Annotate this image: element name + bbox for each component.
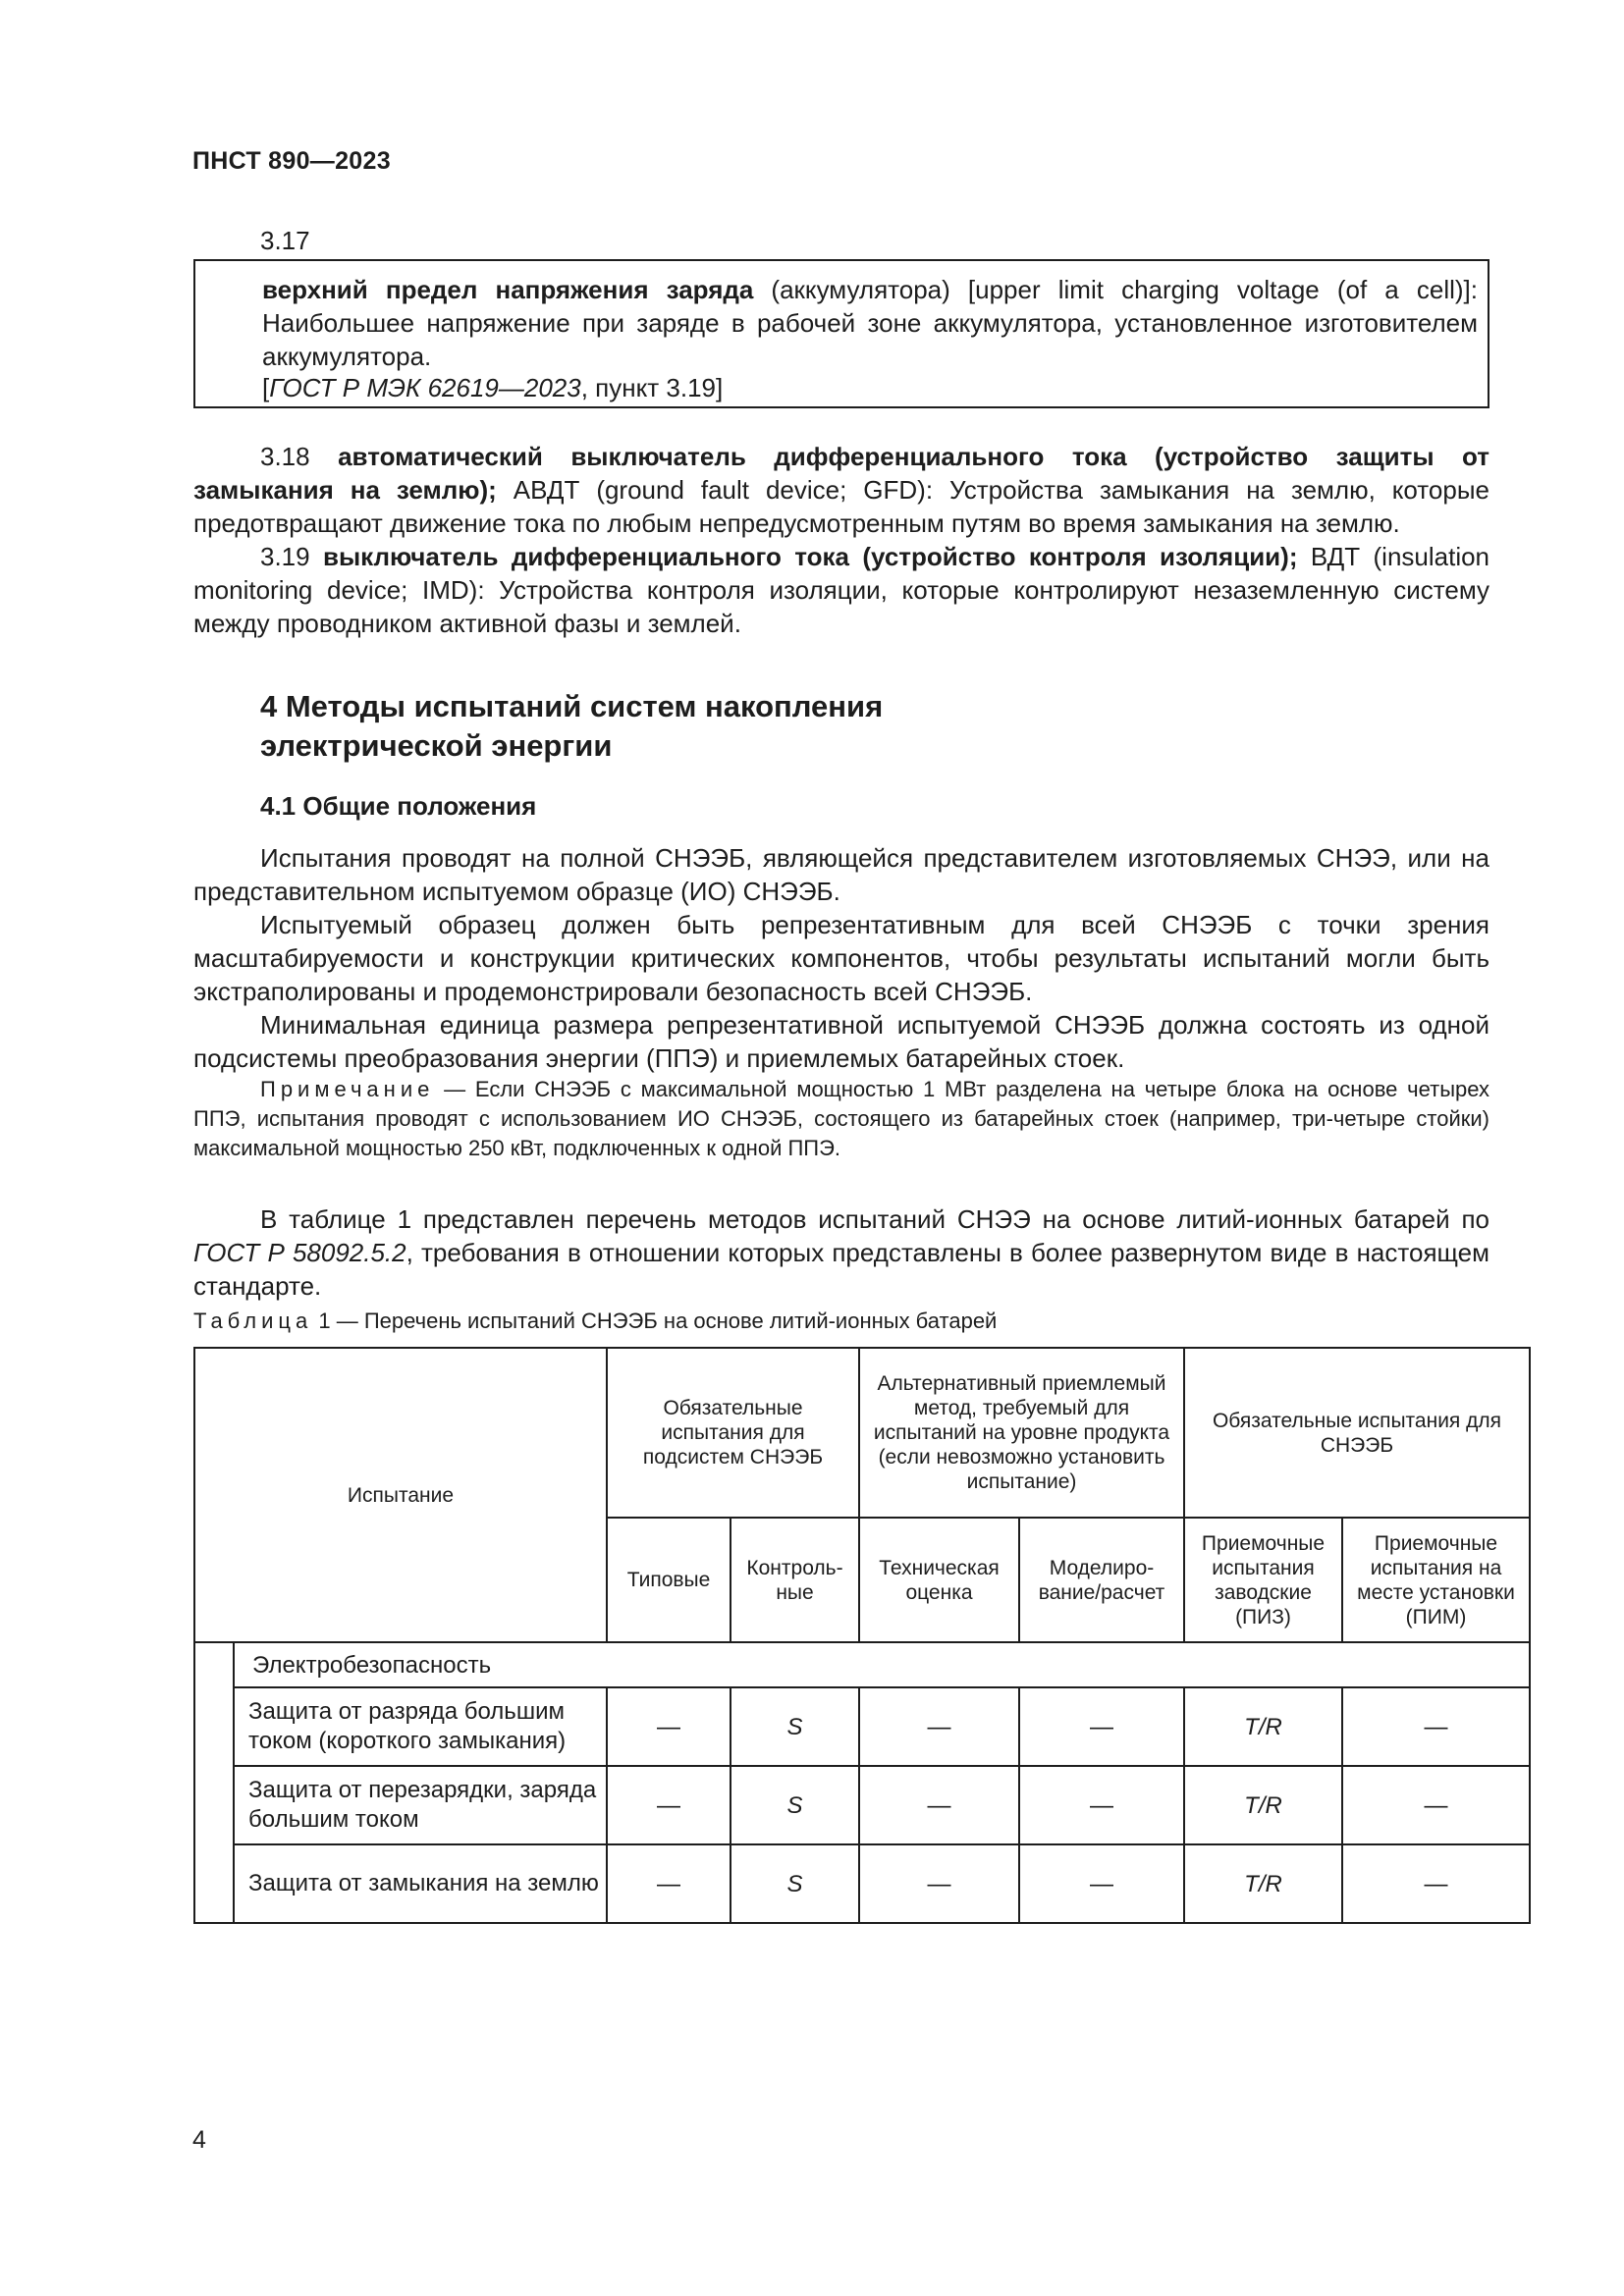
note-text: — Если СНЭЭБ с максимальной мощностью 1 МВт разделена на четыре блока на основе четырех ППЭ, испытания проводят с использованием ИО СНЭЭБ, состоящего из батарейных стоек (например, три-четыре стойки) максимальной мощностью 250 кВт, подключенных к одной ППЭ.	[193, 1077, 1489, 1160]
cell-site: —	[1342, 1766, 1530, 1844]
note	[193, 1075, 1489, 1163]
term-3-18	[193, 440, 1489, 540]
table-category-row	[194, 1642, 1530, 1687]
cell-modelling: —	[1019, 1766, 1184, 1844]
section-4-title: 4 Методы испытаний систем накопления электрической энергии	[260, 689, 884, 763]
header-technical-assessment: Техническая оценка	[859, 1518, 1019, 1642]
cell-factory: T/R	[1184, 1687, 1342, 1766]
header-control-tests: Контроль-ные	[731, 1518, 859, 1642]
reference-document: ГОСТ Р МЭК 62619—2023	[269, 373, 581, 402]
cell-technical: —	[859, 1687, 1019, 1766]
header-group-subsystems: Обязательные испытания для подсистем СНЭЭБ	[607, 1348, 859, 1518]
cell-control: S	[731, 1766, 859, 1844]
document-header: ПНСТ 890—2023	[192, 147, 391, 175]
header-modelling: Моделиро-вание/расчет	[1019, 1518, 1184, 1642]
term-3-18-term: автоматический выключатель дифференциального тока (устройство защиты от замыкания на землю);	[193, 442, 1490, 505]
term-3-17-box	[193, 259, 1489, 408]
row-name: Защита от перезарядки, заряда большим током	[234, 1766, 607, 1844]
header-group-alternative: Альтернативный приемлемый метод, требуемый для испытаний на уровне продукта (если невозможно установить испытание)	[859, 1348, 1184, 1518]
term-3-18-text: АВДТ (ground fault device; GFD): Устройства замыкания на землю, которые предотвращают движение тока по любым непредусмотренным путям во время замыкания на землю.	[193, 475, 1489, 538]
note-label: Примечание	[260, 1077, 435, 1101]
cell-type: —	[607, 1844, 731, 1923]
row-name: Защита от замыкания на землю	[234, 1844, 607, 1923]
paragraph-3: Минимальная единица размера репрезентативной испытуемой СНЭЭБ должна состоять из одной подсистемы преобразования энергии (ППЭ) и приемлемых батарейных стоек.	[193, 1010, 1489, 1073]
cell-site: —	[1342, 1687, 1530, 1766]
cell-technical: —	[859, 1844, 1019, 1923]
header-group-mandatory: Обязательные испытания для СНЭЭБ	[1184, 1348, 1530, 1518]
header-factory-acceptance: Приемочные испытания заводские (ПИЗ)	[1184, 1518, 1342, 1642]
table-row	[194, 1687, 1530, 1766]
cell-control: S	[731, 1687, 859, 1766]
cell-factory: T/R	[1184, 1766, 1342, 1844]
term-3-19-term: выключатель дифференциального тока (устройство контроля изоляции);	[322, 542, 1298, 571]
table-header-row-1	[194, 1348, 1530, 1518]
term-3-19-number: 3.19	[260, 542, 323, 571]
header-site-acceptance: Приемочные испытания на месте установки (ПИМ)	[1342, 1518, 1530, 1642]
paragraph-2: Испытуемый образец должен быть репрезентативным для всей СНЭЭБ с точки зрения масштабируемости и конструкции критических компонентов, чтобы результаты испытаний могли быть экстраполированы и продемонстрировали безопасность всей СНЭЭБ.	[193, 910, 1489, 1006]
cell-type: —	[607, 1687, 731, 1766]
paragraph-4: В таблице 1 представлен перечень методов испытаний СНЭЭ на основе литий-ионных батарей по ГОСТ Р 58092.5.2, требования в отношении которых представлены в более развернутом виде в настоящем стандарте.	[193, 1204, 1489, 1301]
term-3-19-text: ВДТ (insulation monitoring device; IMD): Устройства контроля изоляции, которые контролируют незаземленную систему между проводником активной фазы и землей.	[193, 542, 1490, 638]
table-caption-text: 1 — Перечень испытаний СНЭЭБ на основе литий-ионных батарей	[312, 1308, 998, 1333]
cell-factory: T/R	[1184, 1844, 1342, 1923]
cell-technical: —	[859, 1766, 1019, 1844]
cell-site: —	[1342, 1844, 1530, 1923]
table-caption-label: Таблица	[193, 1308, 313, 1333]
term-3-17-reference: [ГОСТ Р МЭК 62619—2023, пункт 3.19]	[262, 373, 724, 402]
tests-table	[193, 1347, 1531, 1924]
cell-modelling: —	[1019, 1687, 1184, 1766]
term-3-17-number: 3.17	[260, 226, 310, 255]
term-3-18-number: 3.18	[260, 442, 339, 471]
term-3-17-term: верхний предел напряжения заряда	[262, 275, 754, 304]
table-row	[194, 1766, 1530, 1844]
row-name: Защита от разряда большим током (короткого замыкания)	[234, 1687, 607, 1766]
term-3-17-definition	[262, 273, 1478, 373]
category-indent	[194, 1642, 234, 1687]
term-3-17-text: (аккумулятора) [upper limit charging voltage (of a cell)]: Наибольшее напряжение при заряде в рабочей зоне аккумулятора, установленное изготовителем аккумулятора.	[262, 275, 1478, 371]
page-number: 4	[192, 2126, 206, 2154]
standard-reference: ГОСТ Р 58092.5.2	[193, 1238, 406, 1267]
paragraph-1: Испытания проводят на полной СНЭЭБ, являющейся представителем изготовляемых СНЭЭ, или на представительном испытуемом образце (ИО) СНЭЭБ.	[193, 843, 1489, 906]
cell-modelling: —	[1019, 1844, 1184, 1923]
table-row	[194, 1844, 1530, 1923]
table-caption	[193, 1308, 997, 1334]
category-electrical-safety: Электробезопасность	[234, 1642, 1530, 1687]
section-4-1-title: 4.1 Общие положения	[260, 791, 537, 821]
header-type-tests: Типовые	[607, 1518, 731, 1642]
header-test: Испытание	[194, 1348, 607, 1642]
row-indent	[194, 1687, 234, 1923]
cell-control: S	[731, 1844, 859, 1923]
cell-type: —	[607, 1766, 731, 1844]
term-3-19	[193, 540, 1489, 640]
